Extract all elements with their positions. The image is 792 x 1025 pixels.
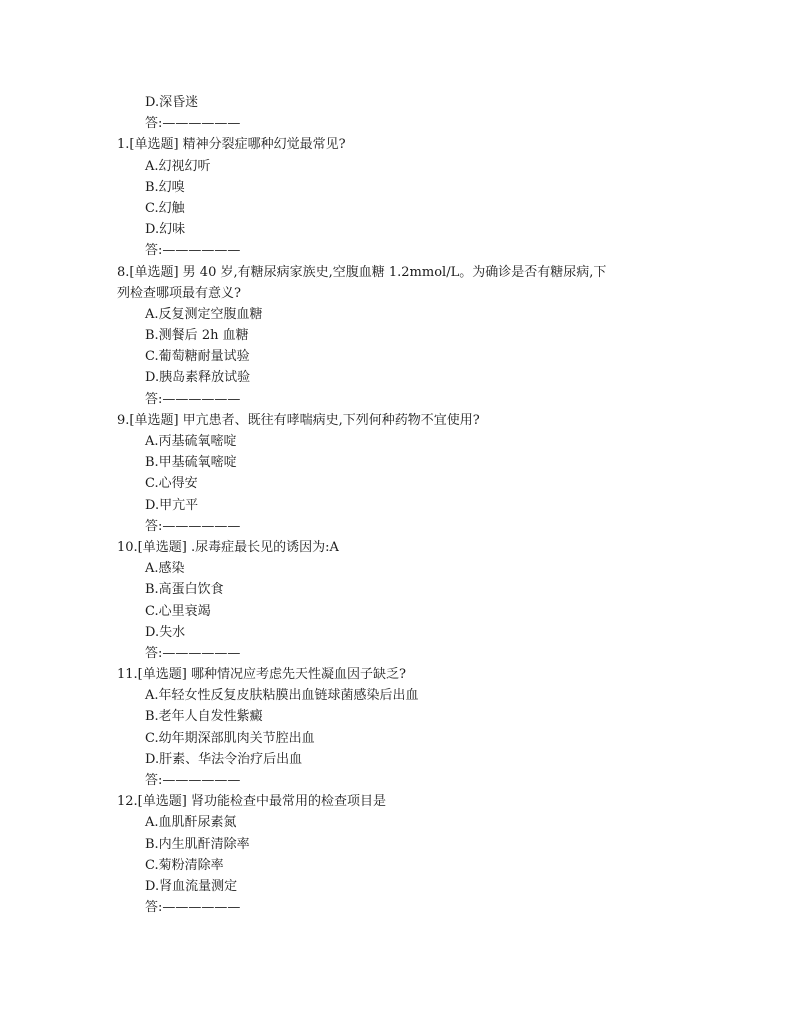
- question-line: 12.[单选题] 肾功能检查中最常用的检查项目是: [117, 794, 386, 810]
- answer-line: 答:——————: [145, 243, 241, 259]
- option-line: C.幼年期深部肌肉关节腔出血: [145, 730, 315, 746]
- question-line: 1.[单选题] 精神分裂症哪种幻觉最常见?: [117, 137, 346, 153]
- option-line: D.甲亢平: [145, 497, 199, 513]
- answer-line: 答:——————: [145, 773, 241, 788]
- option-line: C.心得安: [145, 476, 198, 492]
- option-line: A.感染: [145, 561, 185, 577]
- answer-line: 答:——————: [145, 391, 241, 407]
- option-line: C.幻触: [145, 200, 185, 216]
- option-line: D.肝素、华法令治疗后出血: [145, 751, 303, 767]
- option-line: B.老年人自发性紫癜: [145, 709, 263, 725]
- question-line: 9.[单选题] 甲亢患者、既往有哮喘病史,下列何种药物不宜使用?: [117, 412, 480, 428]
- option-line: D.失水: [145, 624, 186, 640]
- option-line: B.高蛋白饮食: [145, 582, 224, 598]
- option-line: D.幻味: [145, 222, 186, 238]
- option-line: D.肾血流量测定: [145, 878, 238, 894]
- answer-line: 答:——————: [145, 900, 241, 916]
- option-line: A.血肌酐尿素氮: [145, 815, 237, 831]
- option-line: B.测餐后 2h 血糖: [145, 328, 249, 344]
- answer-line: 答:——————: [145, 116, 241, 132]
- option-line: D.胰岛素释放试验: [145, 370, 251, 386]
- option-line: A.丙基硫氧嘧啶: [145, 434, 237, 449]
- option-line: D.深昏迷: [145, 95, 199, 110]
- option-line: B.内生肌酐清除率: [145, 836, 250, 852]
- option-line: B.甲基硫氧嘧啶: [145, 455, 237, 471]
- answer-line: 答:——————: [145, 645, 241, 661]
- option-line: C.菊粉清除率: [145, 857, 224, 873]
- question-line: 10.[单选题] .尿毒症最长见的诱因为:A: [117, 539, 339, 555]
- option-line: C.心里衰竭: [145, 603, 211, 619]
- question-line: 11.[单选题] 哪种情况应考虑先天性凝血因子缺乏?: [117, 667, 406, 683]
- document-page: [0, 92, 792, 918]
- option-line: C.葡萄糖耐量试验: [145, 349, 250, 365]
- option-line: A.年轻女性反复皮肤粘膜出血链球菌感染后出血: [145, 688, 419, 704]
- answer-line: 答:——————: [145, 518, 241, 534]
- option-line: A.反复测定空腹血糖: [145, 306, 263, 322]
- question-line: 8.[单选题] 男 40 岁,有糖尿病家族史,空腹血糖 1.2mmol/L。为确诊是否有糖尿病,下: [117, 264, 607, 280]
- option-line: A.幻视幻听: [145, 158, 211, 174]
- question-line: 列检查哪项最有意义?: [117, 285, 241, 301]
- option-line: B.幻嗅: [145, 179, 185, 195]
